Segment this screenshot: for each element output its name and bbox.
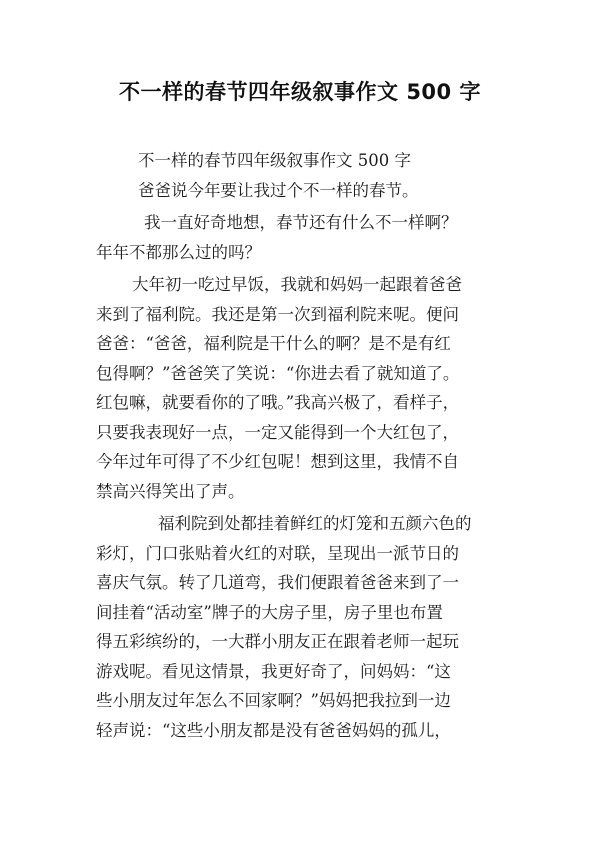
body-line: 彩灯，门口张贴着火红的对联，呈现出一派节日的 [96, 543, 459, 563]
body-line: 福利院到处都挂着鲜红的灯笼和五颜六色的 [158, 514, 472, 533]
body-line: 禁高兴得笑出了声。 [96, 481, 245, 501]
body-line: 喜庆气氛。转了几道弯，我们便跟着爸爸来到了一 [96, 573, 459, 592]
body-line: 只要我表现好一点，一定又能得到一个大红包了， [96, 422, 459, 442]
body-line: 爸爸：“爸爸，福利院是干什么的啊？是不是有红 [96, 334, 451, 353]
body-line: 我一直好奇地想，春节还有什么不一样啊？ [144, 213, 458, 232]
body-line: 游戏呢。看见这情景，我更好奇了，问妈妈：“这 [96, 661, 451, 681]
document-body [96, 146, 506, 745]
body-line: 些小朋友过年怎么不回家啊？”妈妈把我拉到一边 [96, 691, 451, 710]
body-line: 包得啊？”爸爸笑了笑说：“你进去看了就知道了。 [96, 363, 460, 383]
body-line: 今年过年可得了不少红包呢！想到这里，我情不自 [96, 452, 459, 471]
body-line: 不一样的春节四年级叙事作文 500 字 [138, 151, 411, 170]
body-line: 大年初一吃过早饭，我就和妈妈一起跟着爸爸 [132, 275, 462, 294]
body-line: 间挂着“活动室”牌子的大房子里，房子里也布置 [96, 602, 443, 622]
body-line: 来到了福利院。我还是第一次到福利院来呢。便问 [96, 304, 459, 324]
body-line: 红包嘛，就要看你的了哦。”我高兴极了，看样子， [96, 393, 460, 412]
document-title: 不一样的春节四年级叙事作文 500 字 [119, 80, 481, 104]
body-line: 爸爸说今年要让我过个不一样的春节。 [138, 180, 419, 200]
body-line: 年年不都那么过的吗？ [96, 242, 261, 262]
body-line: 得五彩缤纷的，一大群小朋友正在跟着老师一起玩 [96, 632, 459, 651]
body-line: 轻声说：“这些小朋友都是没有爸爸妈妈的孤儿， [96, 720, 451, 740]
